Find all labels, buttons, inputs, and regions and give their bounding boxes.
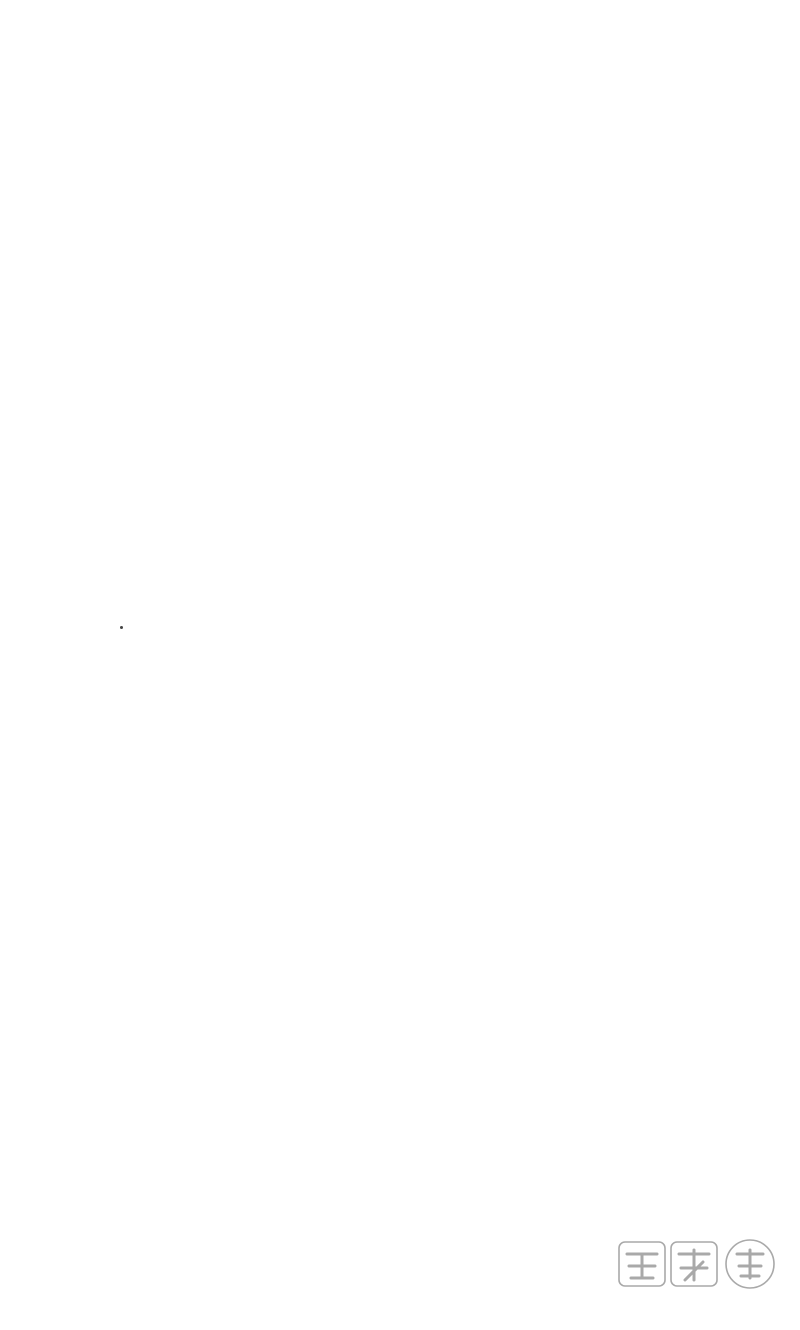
watermark-logo-icon: [615, 1232, 785, 1294]
stray-mark: [120, 626, 123, 629]
